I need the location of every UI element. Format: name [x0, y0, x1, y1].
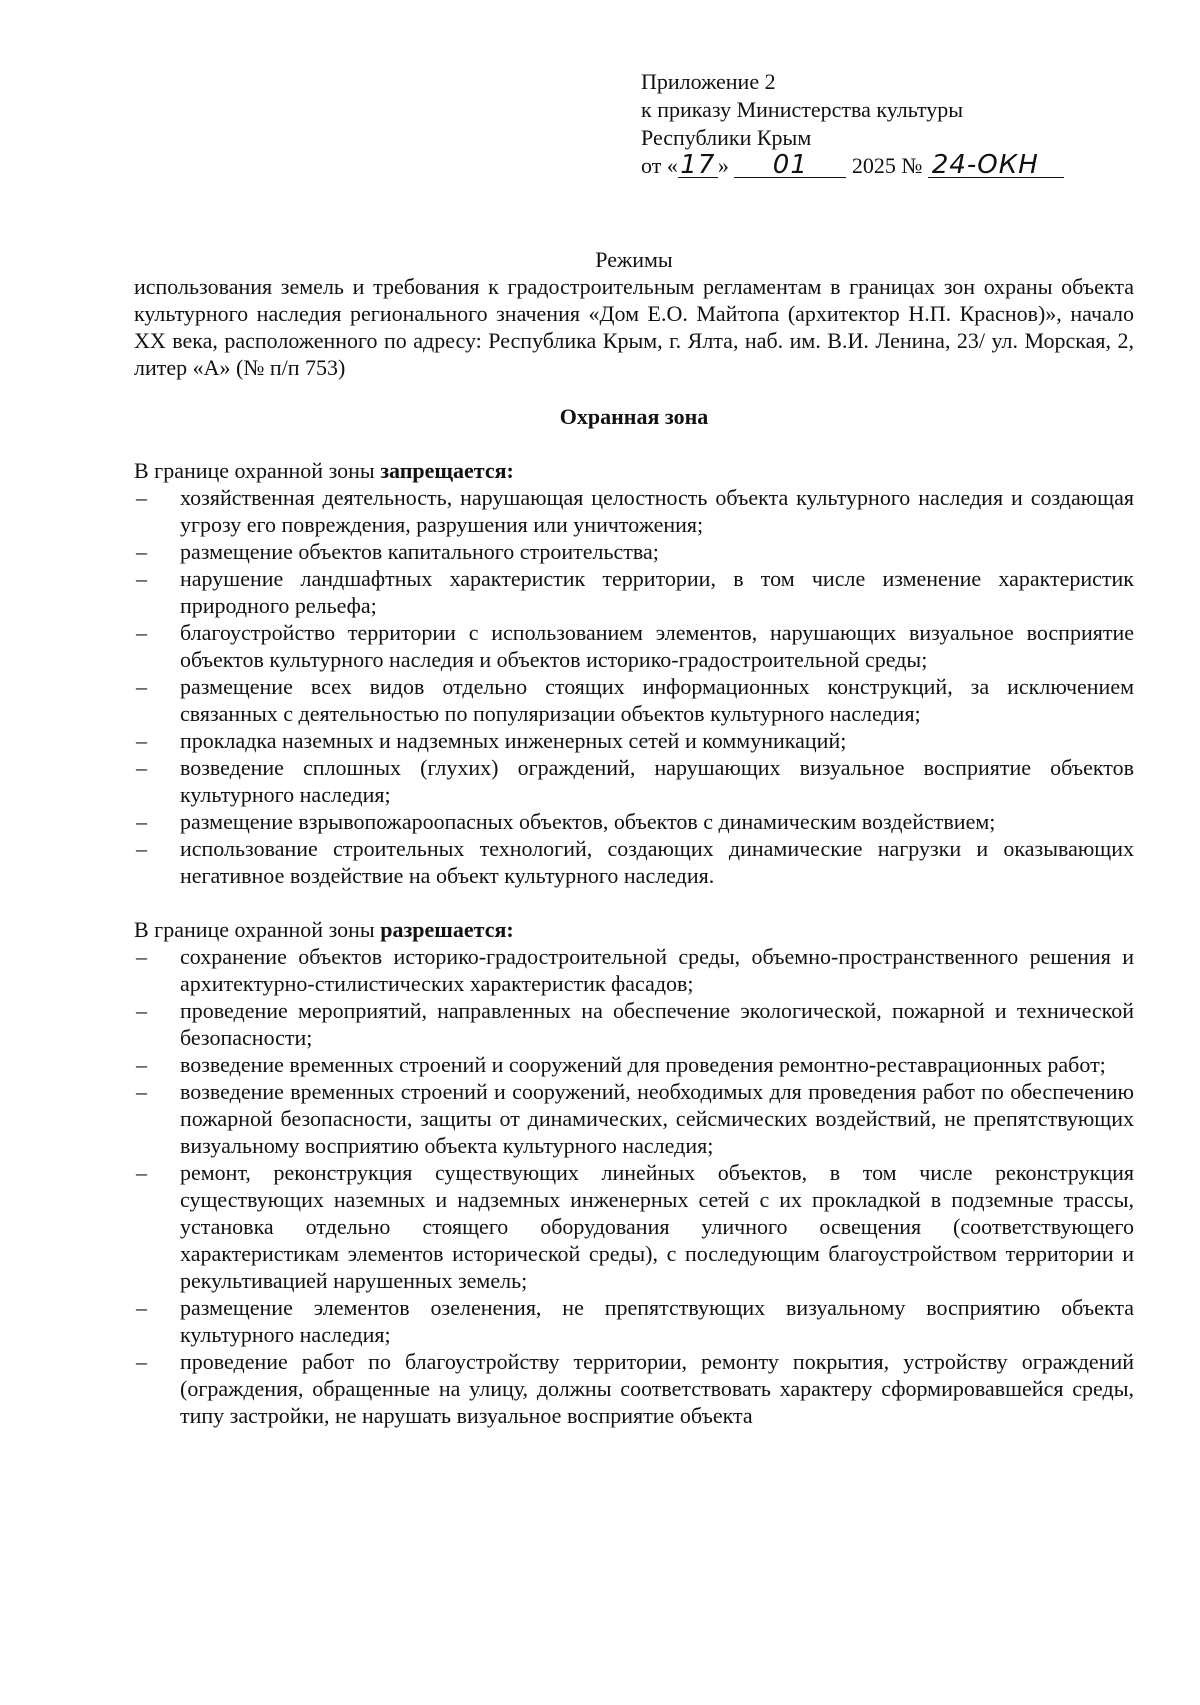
list-item: [134, 808, 1134, 835]
list-item: [134, 484, 1134, 538]
list-item-text: прокладка наземных и надземных инженерных сетей и коммуникаций;: [180, 728, 847, 753]
date-mid: »: [717, 153, 729, 178]
handwritten-day: 17: [678, 153, 718, 178]
prohibited-list: [134, 484, 1134, 889]
list-dash-marker: –: [136, 566, 147, 591]
list-item-text: проведение мероприятий, направленных на обеспечение экологической, пожарной и технической безопасности;: [180, 998, 1134, 1050]
list-item-text: размещение всех видов отдельно стоящих информационных конструкций, за исключением связанных с деятельностью по популяризации объектов культурного наследия;: [180, 674, 1134, 726]
list-dash-marker: –: [136, 809, 147, 834]
list-item: [134, 754, 1134, 808]
section-title: Охранная зона: [559, 404, 709, 429]
list-item: [134, 1294, 1134, 1348]
list-item-text: возведение временных строений и сооружений, необходимых для проведения работ по обеспечению пожарной безопасности, защиты от динамических, сейсмических воздействий, не препятствующих визуальному восприятию объекта культурного наследия;: [180, 1079, 1134, 1158]
list-item-text: благоустройство территории с использованием элементов, нарушающих визуальное восприятие объектов культурного наследия и объектов историко-градостроительной среды;: [180, 620, 1134, 672]
document-title: Режимы: [595, 247, 673, 272]
list-item-text: размещение взрывопожароопасных объектов, объектов с динамическим воздействием;: [180, 809, 996, 834]
list-dash-marker: –: [136, 944, 147, 969]
list-dash-marker: –: [136, 485, 147, 510]
prohibited-intro-bold: запрещается:: [380, 458, 514, 483]
list-item: [134, 835, 1134, 889]
list-item-text: ремонт, реконструкция существующих линейных объектов, в том числе реконструкция существующих наземных и надземных инженерных сетей с их прокладкой в подземные трассы, установка отдельно стоящего оборудования уличного освещения (соответствующего характеристикам элементов исторической среды), с последующим благоустройством территории и рекультивацией нарушенных земель;: [180, 1160, 1134, 1293]
list-item: [134, 727, 1134, 754]
list-item: [134, 997, 1134, 1051]
list-dash-marker: –: [136, 728, 147, 753]
handwritten-order-number: 24-ОКН: [928, 153, 1064, 178]
order-reference: к приказу Министерства культуры: [641, 97, 964, 122]
list-dash-marker: –: [136, 1079, 147, 1104]
list-dash-marker: –: [136, 755, 147, 780]
list-dash-marker: –: [136, 674, 147, 699]
order-date-line: [641, 152, 1081, 180]
list-item: [134, 673, 1134, 727]
document-subtitle: использования земель и требования к градостроительным регламентам в границах зон охраны объекта культурного наследия регионального значения «Дом Е.О. Майтопа (архитектор Н.П. Краснов)», начало XX века, расположенного по адресу: Республика Крым, г. Ялта, наб. им. В.И. Ленина, 23/ ул. Морская, 2, литер «А» (№ п/п 753): [134, 274, 1134, 380]
list-dash-marker: –: [136, 836, 147, 861]
list-item: [134, 1159, 1134, 1294]
list-item: [134, 565, 1134, 619]
prohibited-intro: [134, 457, 1134, 484]
document-page: [134, 68, 1134, 1429]
list-item-text: хозяйственная деятельность, нарушающая целостность объекта культурного наследия и создающая угрозу его повреждения, разрушения или уничтожения;: [180, 485, 1134, 537]
list-item: [134, 1078, 1134, 1159]
list-item: [134, 538, 1134, 565]
list-item-text: размещение элементов озеленения, не препятствующих визуальному восприятию объекта культурного наследия;: [180, 1295, 1134, 1347]
list-item: [134, 619, 1134, 673]
republic-name: Республики Крым: [641, 125, 812, 150]
list-item: [134, 1348, 1134, 1429]
list-item-text: размещение объектов капитального строительства;: [180, 539, 659, 564]
list-dash-marker: –: [136, 1349, 147, 1374]
appendix-label: Приложение 2: [641, 69, 776, 94]
date-prefix: от «: [641, 153, 678, 178]
appendix-header: [641, 68, 1081, 180]
list-item: [134, 943, 1134, 997]
list-item-text: возведение временных строений и сооружений для проведения ремонтно-реставрационных работ;: [180, 1052, 1106, 1077]
list-item-text: использование строительных технологий, создающих динамические нагрузки и оказывающих негативное воздействие на объект культурного наследия.: [180, 836, 1134, 888]
list-dash-marker: –: [136, 1295, 147, 1320]
list-item-text: проведение работ по благоустройству территории, ремонту покрытия, устройству ограждений (ограждения, обращенные на улицу, должны соответствовать характеру сформировавшейся среды, типу застройки, не нарушать визуальное восприятие объекта: [180, 1349, 1134, 1428]
list-dash-marker: –: [136, 1160, 147, 1185]
list-item-text: нарушение ландшафтных характеристик территории, в том числе изменение характеристик природного рельефа;: [180, 566, 1134, 618]
allowed-intro: [134, 916, 1134, 943]
list-dash-marker: –: [136, 539, 147, 564]
allowed-list: [134, 943, 1134, 1429]
list-dash-marker: –: [136, 1052, 147, 1077]
allowed-intro-text: В границе охранной зоны: [134, 917, 381, 942]
list-dash-marker: –: [136, 620, 147, 645]
prohibited-intro-text: В границе охранной зоны: [134, 458, 381, 483]
allowed-intro-bold: разрешается:: [380, 917, 514, 942]
list-item-text: возведение сплошных (глухих) ограждений, нарушающих визуальное восприятие объектов культурного наследия;: [180, 755, 1134, 807]
list-item-text: сохранение объектов историко-градостроительной среды, объемно-пространственного решения и архитектурно-стилистических характеристик фасадов;: [180, 944, 1134, 996]
list-item: [134, 1051, 1134, 1078]
handwritten-month: 01: [734, 153, 846, 178]
list-dash-marker: –: [136, 998, 147, 1023]
date-year: 2025 №: [851, 153, 923, 178]
